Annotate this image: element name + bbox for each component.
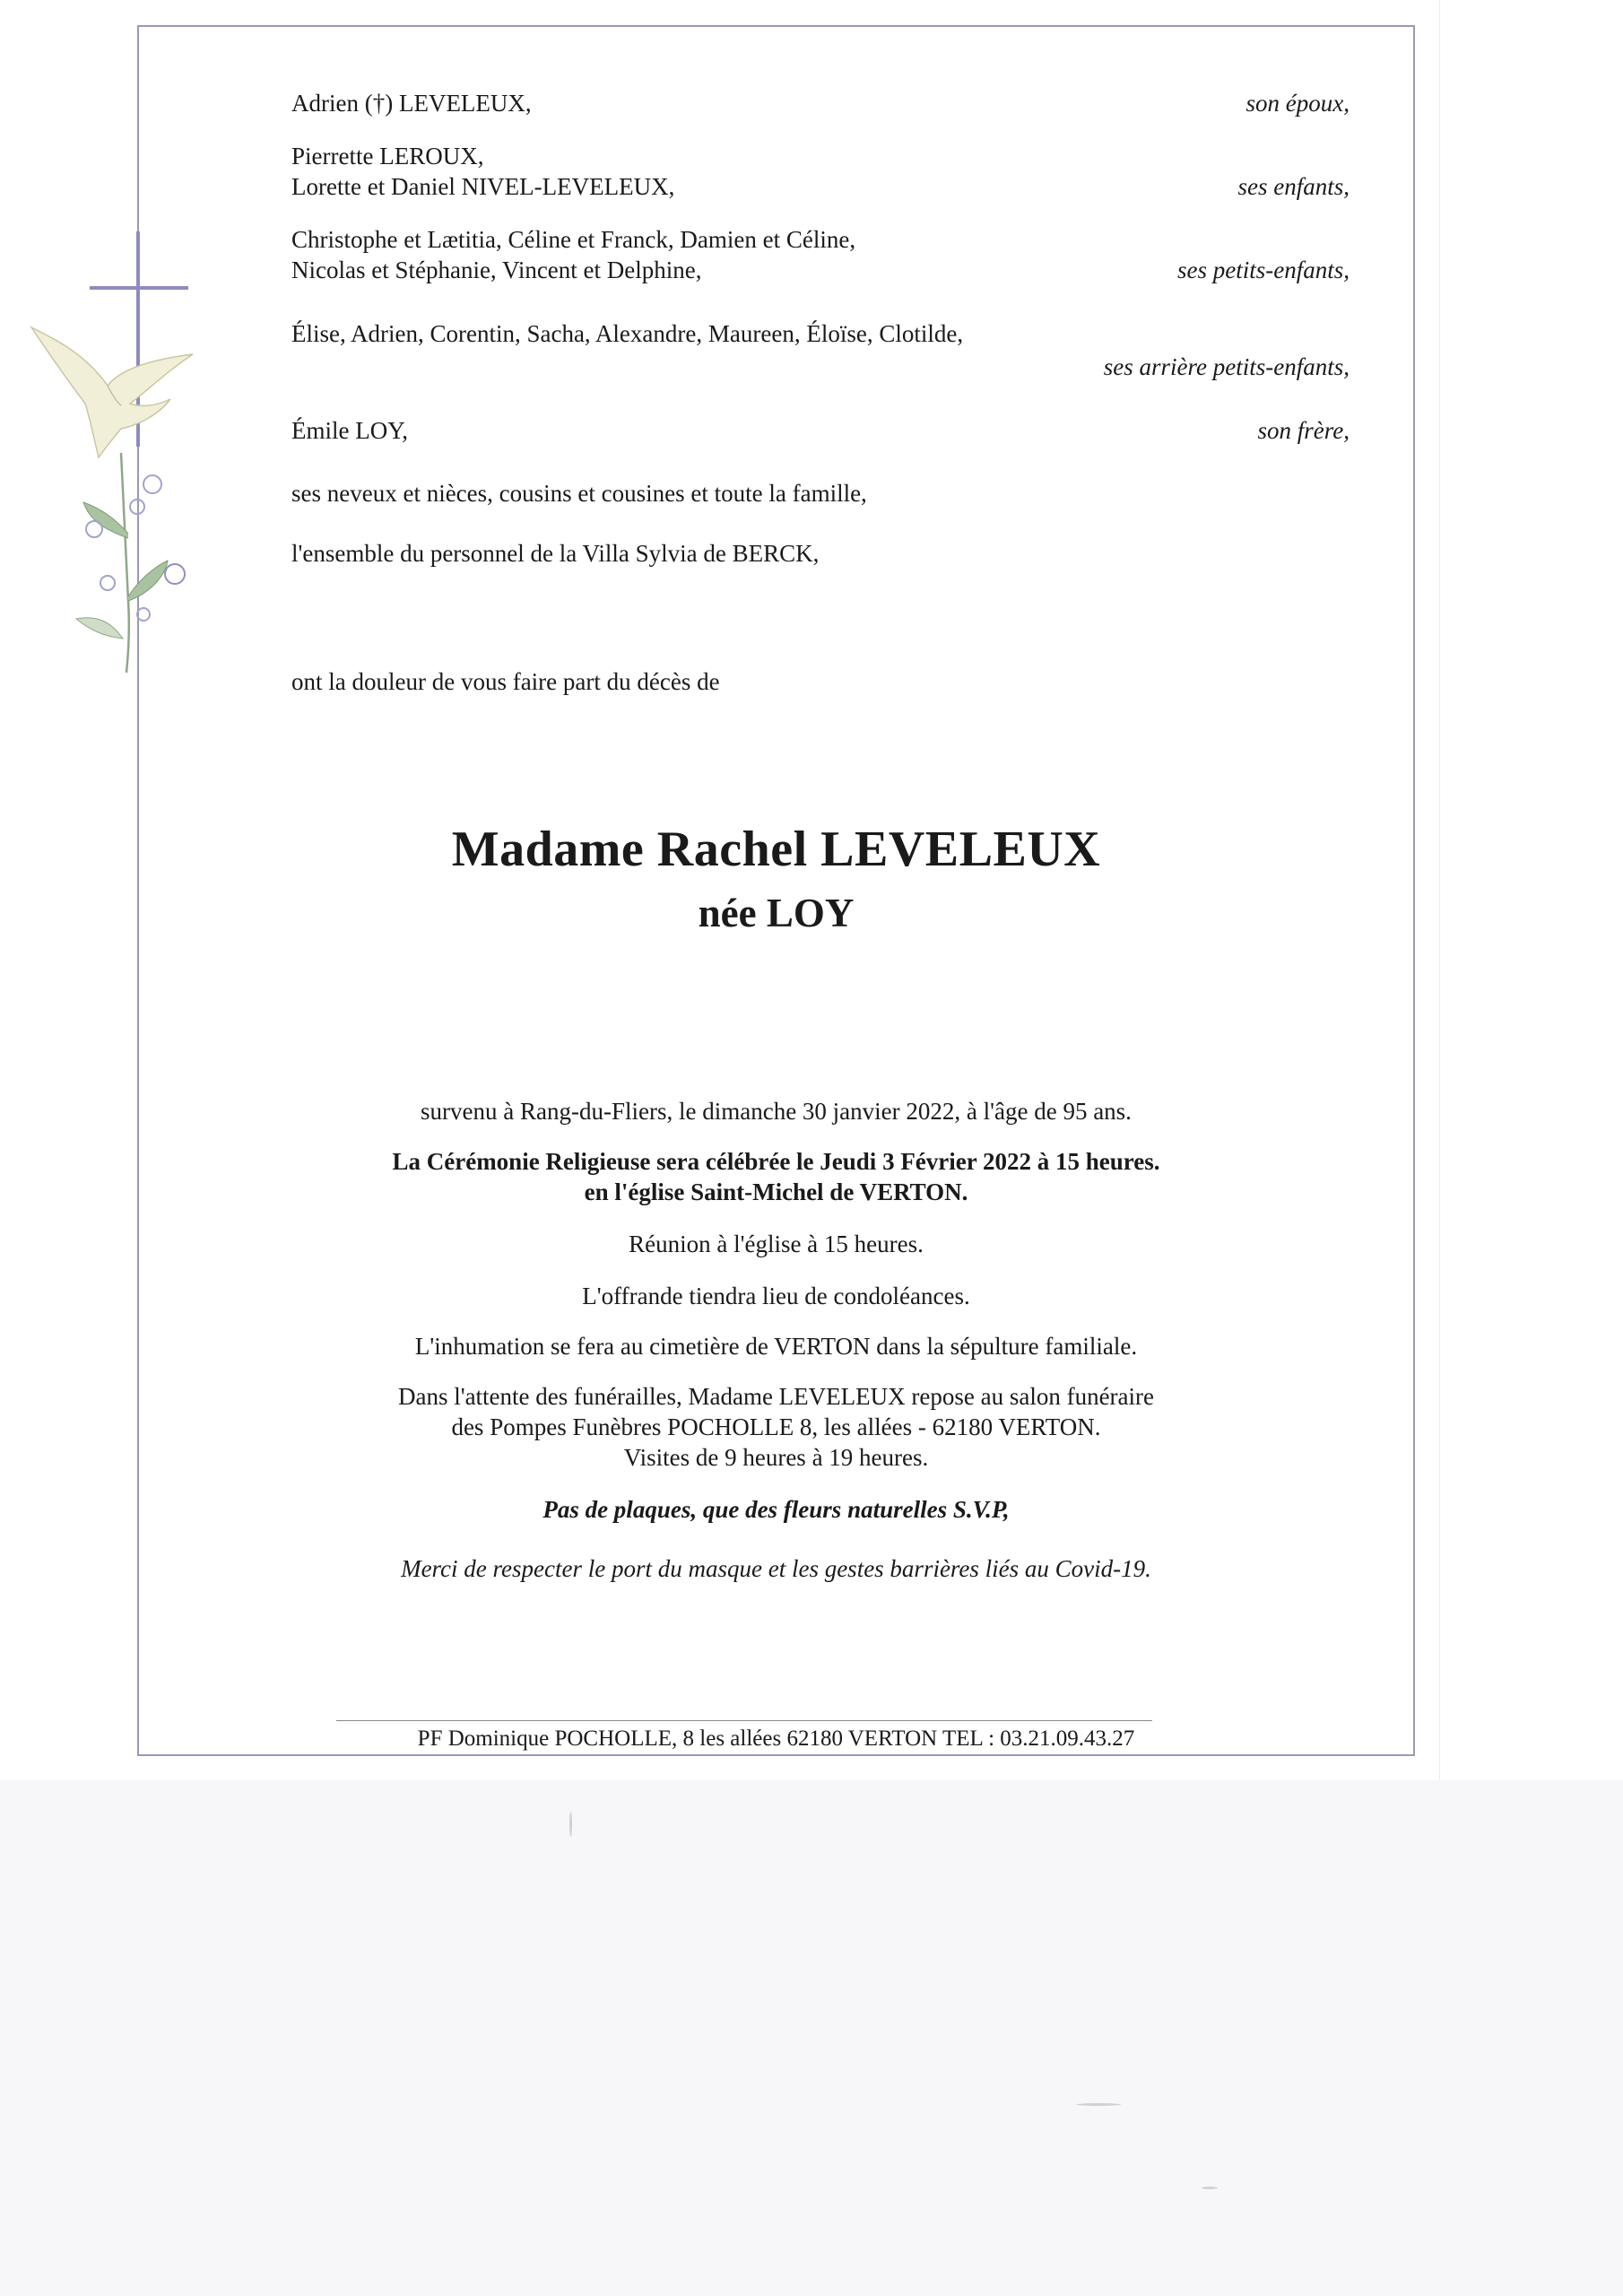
scan-background xyxy=(0,1780,1623,2296)
grandchildren-relation: ses petits-enfants, xyxy=(1177,257,1350,283)
funeral-home-footer: PF Dominique POCHOLLE, 8 les allées 62180 VERTON TEL : 03.21.09.43.27 xyxy=(417,1726,1135,1751)
dove-flower-icon xyxy=(22,305,242,682)
husband-name: Adrien (†) LEVELEUX, xyxy=(291,90,532,117)
viewing-line-2: des Pompes Funèbres POCHOLLE 8, les allées - 62180 VERTON. xyxy=(451,1413,1101,1440)
grandchildren-row xyxy=(291,224,1350,285)
scan-mark xyxy=(1202,2187,1218,2189)
covid-notice: Merci de respecter le port du masque et les gestes barrières liés au Covid-19. xyxy=(401,1555,1151,1582)
flowers-request: Pas de plaques, que des fleurs naturelles S.V.P, xyxy=(542,1496,1010,1523)
brother-relation: son frère, xyxy=(1257,417,1350,444)
scan-mark xyxy=(1076,2103,1121,2106)
child-line-1: Pierrette LEROUX, xyxy=(291,143,484,170)
husband-row xyxy=(291,88,1350,118)
extended-family-text: ses neveux et nièces, cousins et cousines et toute la famille, xyxy=(291,480,867,507)
scan-edge-line xyxy=(1439,0,1440,1794)
announcement-row xyxy=(291,666,1350,697)
viewing-line-1: Dans l'attente des funérailles, Madame LEVELEUX repose au salon funéraire xyxy=(397,1383,1155,1410)
brother-row xyxy=(291,415,1350,446)
viewing-line-3: Visites de 9 heures à 19 heures. xyxy=(623,1444,929,1471)
meeting-text: Réunion à l'église à 15 heures. xyxy=(629,1231,924,1257)
cross-icon-bar xyxy=(90,286,188,290)
death-details: survenu à Rang-du-Fliers, le dimanche 30 janvier 2022, à l'âge de 95 ans. xyxy=(421,1098,1132,1125)
child-line-2: Lorette et Daniel NIVEL-LEVELEUX, xyxy=(291,173,675,200)
staff-row xyxy=(291,538,1350,569)
children-relation: ses enfants, xyxy=(1237,173,1350,200)
great-grandchildren-relation: ses arrière petits-enfants, xyxy=(1103,353,1350,380)
grandchild-line-1: Christophe et Lætitia, Céline et Franck, Damien et Céline, xyxy=(291,226,856,253)
scan-mark xyxy=(569,1812,572,1837)
footer-divider xyxy=(336,1720,1152,1721)
children-row xyxy=(291,141,1350,202)
offering-text: L'offrande tiendra lieu de condoléances. xyxy=(582,1283,970,1309)
great-grandchildren-row xyxy=(291,318,1350,380)
deceased-maiden-name: née LOY xyxy=(698,891,855,935)
brother-name: Émile LOY, xyxy=(291,417,408,444)
grandchild-line-2: Nicolas et Stéphanie, Vincent et Delphine, xyxy=(291,257,702,283)
extended-family-row xyxy=(291,478,1350,509)
ceremony-line-1: La Cérémonie Religieuse sera célébrée le Jeudi 3 Février 2022 à 15 heures. xyxy=(392,1148,1160,1175)
deceased-name: Madame Rachel LEVELEUX xyxy=(451,822,1101,877)
husband-relation: son époux, xyxy=(1245,90,1350,117)
burial-text: L'inhumation se fera au cimetière de VERTON dans la sépulture familiale. xyxy=(414,1333,1138,1360)
staff-text: l'ensemble du personnel de la Villa Sylvia de BERCK, xyxy=(291,540,820,567)
great-grandchild-line: Élise, Adrien, Corentin, Sacha, Alexandre, Maureen, Éloïse, Clotilde, xyxy=(291,320,964,347)
ceremony-line-2: en l'église Saint-Michel de VERTON. xyxy=(584,1178,968,1205)
announcement-text: ont la douleur de vous faire part du décès de xyxy=(291,668,720,695)
